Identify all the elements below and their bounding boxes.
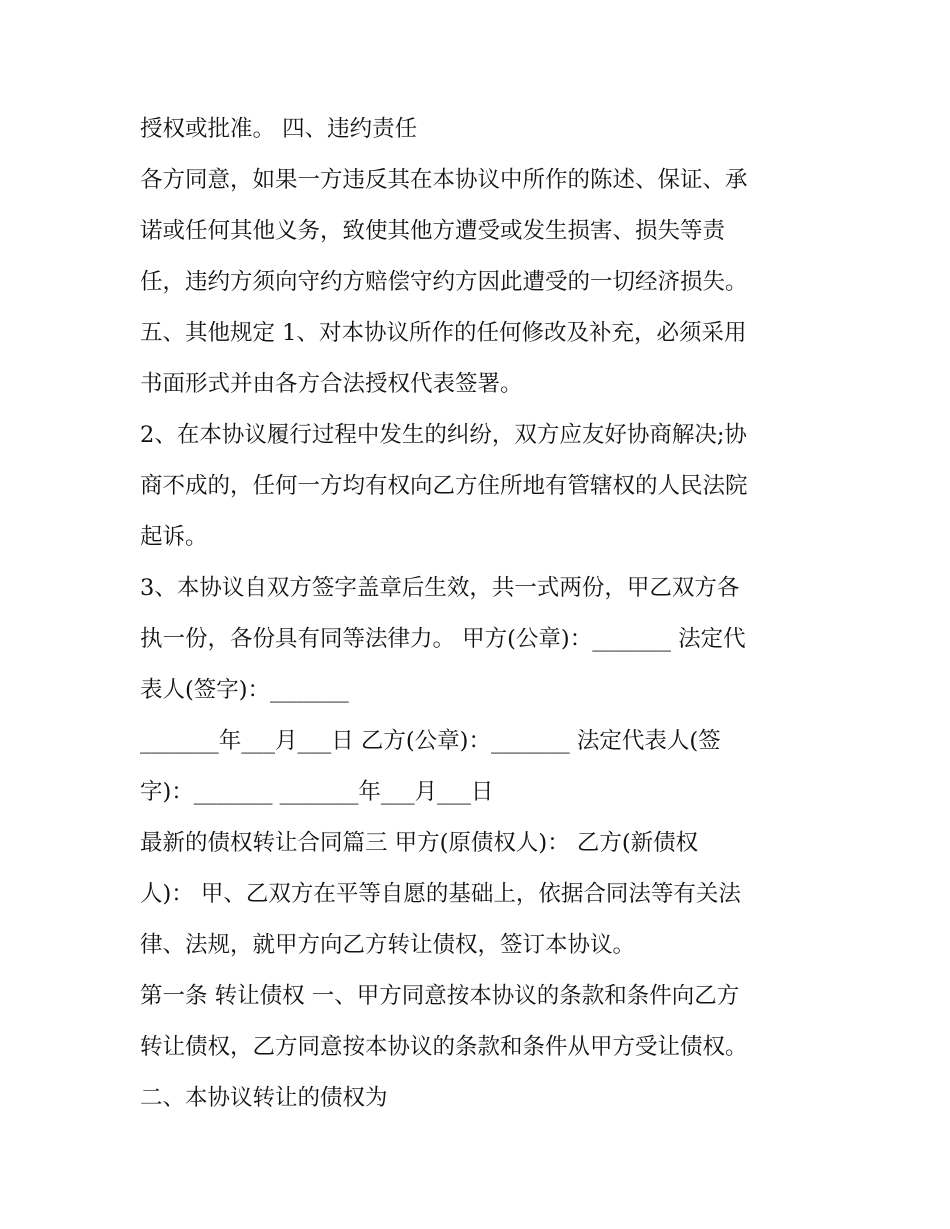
text-line: 商不成的，任何一方均有权向乙方住所地有管辖权的人民法院 <box>140 473 748 499</box>
text-line: 律、法规，就甲方向乙方转让债权，签订本协议。 <box>140 932 636 958</box>
text-line: 人)： 甲、乙双方在平等自愿的基础上，依据合同法等有关法 <box>140 881 741 907</box>
text-line: 第一条 转让债权 一、甲方同意按本协议的条款和条件向乙方 <box>140 983 740 1009</box>
text-line: 二、本协议转让的债权为 <box>140 1085 388 1111</box>
text-line: 五、其他规定 1、对本协议所作的任何修改及补充，必须采用 <box>140 320 747 346</box>
document-body <box>140 104 820 1124</box>
text-line: 起诉。 <box>140 524 208 550</box>
text-line: 表人(签字)：_______ <box>140 677 349 703</box>
text-line: 书面形式并由各方合法授权代表签署。 <box>140 371 523 397</box>
text-line: 各方同意，如果一方违反其在本协议中所作的陈述、保证、承 <box>140 167 748 193</box>
text-line: 2、在本协议履行过程中发生的纠纷，双方应友好协商解决;协 <box>140 422 747 448</box>
text-line: 转让债权，乙方同意按本协议的条款和条件从甲方受让债权。 <box>140 1034 748 1060</box>
text-line: 任，违约方须向守约方赔偿守约方因此遭受的一切经济损失。 <box>140 269 748 295</box>
text-line: 授权或批准。 四、违约责任 <box>140 116 418 142</box>
text-line: 最新的债权转让合同篇三 甲方(原债权人)： 乙方(新债权 <box>140 830 699 856</box>
text-line: _______年___月___日 乙方(公章)：_______ 法定代表人(签 <box>140 728 721 754</box>
text-line: 3、本协议自双方签字盖章后生效，共一式两份，甲乙双方各 <box>140 575 740 601</box>
text-line: 诺或任何其他义务，致使其他方遭受或发生损害、损失等责 <box>140 218 726 244</box>
text-line: 执一份，各份具有同等法律力。 甲方(公章)：_______ 法定代 <box>140 626 746 652</box>
text-line: 字)：_______ _______年___月___日 <box>140 779 494 805</box>
